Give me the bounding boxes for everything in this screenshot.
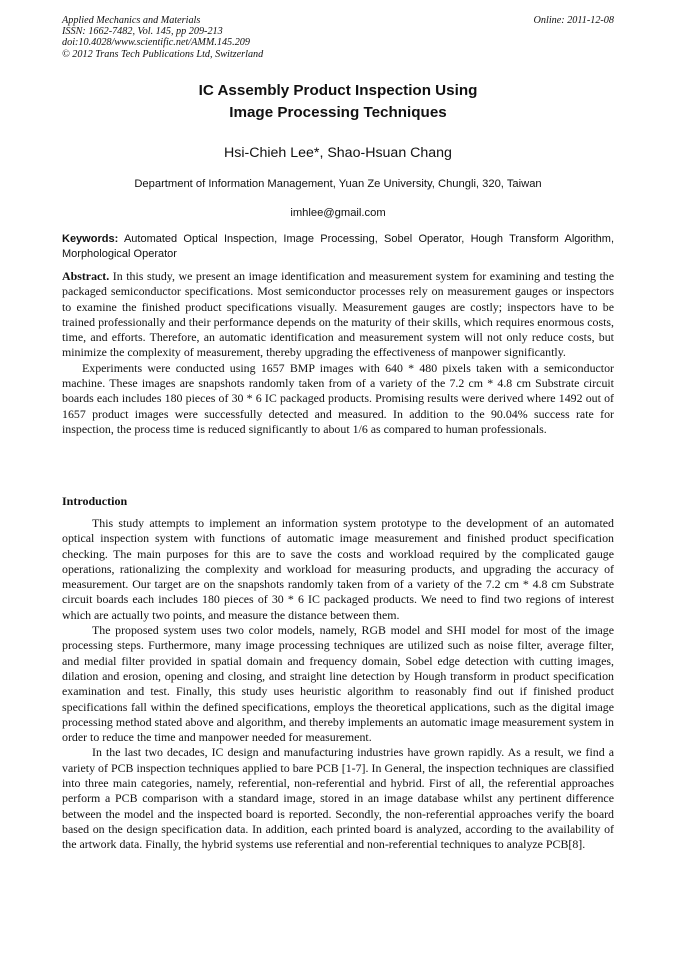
issn-line: ISSN: 1662-7482, Vol. 145, pp 209-213 xyxy=(62,26,223,38)
introduction-body xyxy=(62,516,614,853)
intro-paragraph-2: The proposed system uses two color models, namely, RGB model and SHI model for most of the image processing steps. Furthermore, many image processing techniques are utilized such as noise filter, average filter, and medial filter provided in spatial domain and frequency domain, Sobel edge detection with cutting images, dilation and erosion, opening and closing, and straight line detection by Hough transform in product specification examination and test. Finally, this study uses heuristic algorithm to reasonably find out if finished product specifications fall within the defined specifications, employs the theoretical applications, such as the digital image processing method stated above and algorithm, and thereby implements an automatic image measurement system in order to reduce the time and manpower needed for measurement. xyxy=(62,623,614,745)
abstract-text-1: In this study, we present an image identification and measurement system for examining and testing the packaged semiconductor specifications. Most semiconductor processes rely on measurement gauges or inspectors to examine the finished product specifications visually. Measurement gauges are costly; inspectors have to be trained professionally and their performance depends on the maturity of their skills, which requires enormous costs, time, and efforts. Therefore, an automatic identification and measurement system will not only reduce costs, but minimize the complexity of measurement, thereby upgrading the effectiveness of manpower significantly. xyxy=(62,269,615,360)
title-line-2: Image Processing Techniques xyxy=(229,104,447,121)
paper-title xyxy=(62,80,614,124)
copyright-line: © 2012 Trans Tech Publications Ltd, Switzerland xyxy=(62,48,264,60)
intro-paragraph-3: In the last two decades, IC design and manufacturing industries have grown rapidly. As a result, we find a variety of PCB inspection techniques applied to bare PCB [1-7]. In General, the inspection techniques are classified into three main categories, namely, referential, non-referential and hybrid. First of all, the referential approaches perform a PCB comparison with a standard image, stored in an image database whilst any pertinent difference between the model and the inspected board is reported. Secondly, the non-referential approaches verify the board based on the design specification data. In addition, each printed board is analyzed, according to the availability of the artwork data. Finally, the hybrid systems use referential and non-referential techniques to analyze PCB[8]. xyxy=(62,745,614,852)
doi-line: doi:10.4028/www.scientific.net/AMM.145.209 xyxy=(62,37,250,49)
title-line-1: IC Assembly Product Inspection Using xyxy=(198,82,478,99)
abstract-label: Abstract. xyxy=(62,269,110,283)
email: imhlee@gmail.com xyxy=(290,207,386,219)
keywords-label: Keywords: xyxy=(62,233,119,245)
keywords xyxy=(62,232,614,261)
abstract-paragraph-2: Experiments were conducted using 1657 BMP images with 640 * 480 pixels taken with a semiconductor machine. These images are snapshots randomly taken from of a variety of the 7.2 cm * 4.8 cm Substrate circuit boards each includes 180 pieces of 30 * 6 IC packaged products. Promising results were derived where 1492 out of 1657 product images were successfully detected and measured. In addition to the 90.04% success rate for inspection, the process time is reduced significantly to about 1/6 as compared to human professionals. xyxy=(62,360,614,436)
affiliation: Department of Information Management, Yuan Ze University, Chungli, 320, Taiwan xyxy=(134,178,542,190)
section-heading-introduction: Introduction xyxy=(62,494,128,508)
keywords-text: Automated Optical Inspection, Image Processing, Sobel Operator, Hough Transform Algorithm, Morphological Operator xyxy=(62,233,615,260)
journal-header xyxy=(62,15,614,60)
online-date: Online: 2011-12-08 xyxy=(533,15,614,26)
intro-paragraph-1: This study attempts to implement an information system prototype to the development of an automated optical inspection system with functions of automatic image measurement and finished product specification checking. The main purposes for this are to save the costs and workload required by the complicated gauge operations, rationalizing the complexity and workload for measuring products, and upgrading the accuracy of measurement. Our target are on the snapshots randomly taken from of a variety of the 7.2 cm * 4.8 cm Substrate circuit boards each includes 180 pieces of 30 * 6 IC packaged products. We need to find two regions of interest which are actually two points, and measure the distance between them. xyxy=(62,516,614,622)
abstract-paragraph-1 xyxy=(62,269,614,361)
abstract xyxy=(62,269,614,437)
authors: Hsi-Chieh Lee*, Shao-Hsuan Chang xyxy=(224,145,452,161)
journal-name: Applied Mechanics and Materials xyxy=(62,15,201,26)
